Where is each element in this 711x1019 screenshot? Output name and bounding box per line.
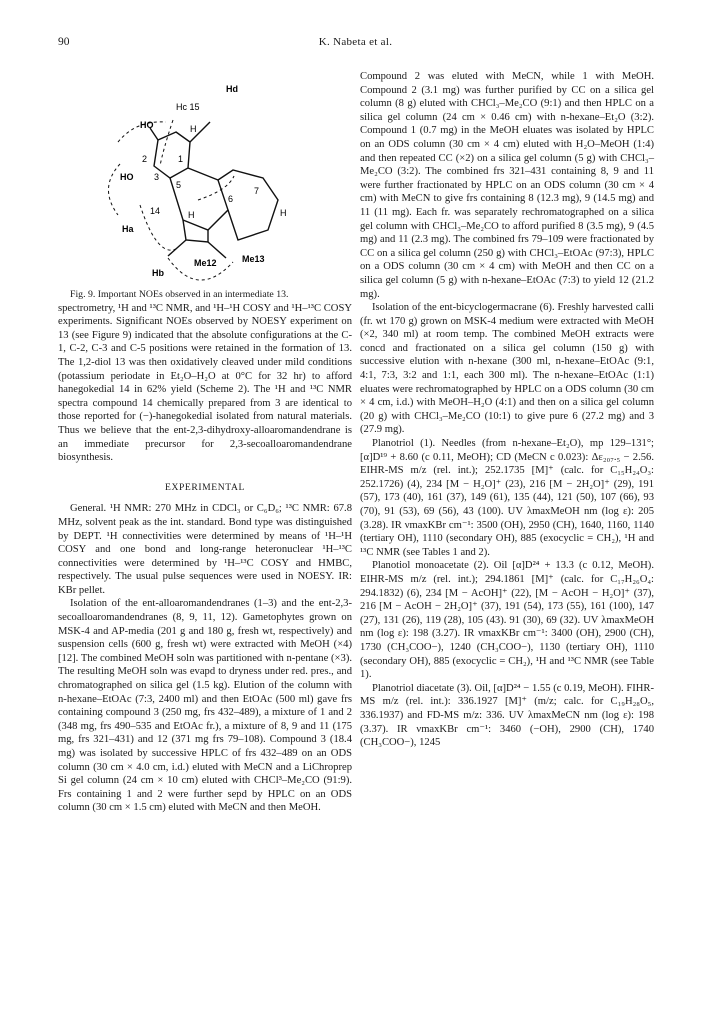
label-seven: 7 xyxy=(254,186,260,196)
label-me12: Me12 xyxy=(194,258,217,268)
left-paragraph-1: spectrometry, ¹H and ¹³C NMR, and ¹H–¹H COSY and ¹H–¹³C COSY experiments. Significant NOEs observed by NOESY experiment on 13 (see Figure 9) indicated that the absolute configurations at the C-1, C-2, C-3 and C-5 positions were retained in the formation of 13. The 1,2-diol 13 was then oxidatively cleaved under mild conditions (potassium periodate in Et₂O–H₂O at 0°C for 32 hr) to afford hanegokedial 14 in 62% yield (Scheme 2). The ¹H and ¹³C NMR spectra compound 14 chemically prepared from 3 are identical to those reported for (−)-hanegokedial isolated from natural materials. Thus we believe that the ent-2,3-dihydroxy-alloaromandendrane is an immediate precursor for 2,3-secoalloaromandendrane biosynthesis. xyxy=(58,302,352,464)
bond-lines xyxy=(154,132,190,178)
label-hd: Hd xyxy=(226,84,238,94)
planotiol-monoacetate-paragraph: Planotiol monoacetate (2). Oil [α]D²⁴ + 13.3 (c 0.12, MeOH). EIHR-MS m/z (rel. int.); 294.1861 [M]⁺ (calc. for C₁₇H₂₆O₄: 294.1832) (6), 234 [M − AcOH]⁺ (22), [M − AcOH − H₂O]⁺ (37), 216 [M − AcOH − 2H₂O]⁺ (37), 191 (54), 173 (55), 161 (100), 147 (27), 131 (26), 119 (28), 105 (43). 91 (30), 69 (32). UV λmaxMeOH nm (log ε): 198 (3.27). IR νmaxKBr cm⁻¹: 3400 (OH), 2900 (CH), 1730 (CH₃COO−), 1240 (CH₃COO−), 1130 (tertiary OH), 1110 (secondary OH), 885 (exocyclic = CH₂), ¹H and ¹³C NMR (see Table 1). xyxy=(360,560,654,681)
figure-9 xyxy=(58,70,352,288)
label-three: 3 xyxy=(154,172,160,182)
left-column xyxy=(58,70,352,815)
label-hb: Hb xyxy=(152,268,164,278)
label-h-right: H xyxy=(280,208,287,218)
isolation-bicyclogermacrane-paragraph: Isolation of the ent-bicyclogermacrane (6). Freshly harvested calli (fr. wt 170 g) grown on MSK-4 medium were extracted with MeOH (×2, 340 ml) at room temp. The combined MeOH extracts were concd and fractionated on a silica gel column (150 g) with successive elution with n-hexane (300 ml, n-hexane–EtOAc (9:1, 4:1, 7:3, 3:2 and 1:1, each 300 ml). The n-hexane–EtOAc (1:1) eluates were rechromatographed by HPLC on a ODS column (30 cm × 4 cm, i.d.) with MeOH–H₂O (4:1) and then on a silica gel column (20 g) with CHCl₃–Me₂CO (10:1) to give pure 6 (27.2 mg) and 3 (27.9 mg). xyxy=(360,302,654,436)
label-five: 5 xyxy=(176,180,182,190)
page-number: 90 xyxy=(58,36,70,48)
right-column xyxy=(360,70,654,750)
label-h-top: H xyxy=(190,124,197,134)
planotriol-diacetate-paragraph: Planotriol diacetate (3). Oil, [α]D²⁴ − 1.55 (c 0.19, MeOH). FIHR-MS m/z (rel. int.): 336.1927 [M]⁺ (m/z; calc. for C₁₉H₂₈O₅, 336.1937) and FD-MS m/z: 336. UV λmaxMeCN nm (log ε): 198 (3.37). IR νmaxKBr cm⁻¹: 3460 (−OH), 2900 (CH), 1740 (CH₃COO−), 1245 xyxy=(360,682,654,749)
label-me13: Me13 xyxy=(242,254,265,264)
noe-structure-diagram xyxy=(58,70,352,288)
right-paragraph-1: Compound 2 was eluted with MeCN, while 1 with MeOH. Compound 2 (3.1 mg) was further purified by CC on a silica gel column (8 g) eluted with CHCl₃–Me₂CO (9:1) and then HPLC on a silica gel column (24 cm × 0.46 cm) with n-hexane–Et₂O (3:2). Compound 1 (0.7 mg) in the MeOH eluates was isolated by HPLC on an ODS column (30 cm × 4 cm) eluted with H₂O–MeOH (1:4) and then repeated CC (×2) on a silica gel column (5 g) with CHCl₃–Me₂CO (3:2). The combined frs 321–431 containing 8, 9 and 11 were further fractionated by HPLC on an ODS column (30 cm × 4 cm) with MeCN to give frs containing 8 (12.3 mg), 9 (14.5 mg) and 11 (11 mg). Each fr. was separately rechromatographed on a silica gel column with CHCl₃–Me₂CO to afford purified 8 (3.5 mg), 9 (4.5 mg) and 11 (2.3 mg). The combined frs 79–109 were fractionated by CC on a silica gel column (250 g) with CHCl₃–EtOAc (97:3), HPLC on a ODS column (30 cm × 4 cm) with MeOH and then CC on a silica gel column (5 g) with n-hexane–EtOAc (7:3) to yield 12 (21.2 mg). xyxy=(360,71,654,300)
planotriol-paragraph: Planotriol (1). Needles (from n-hexane–Et₂O), mp 129–131°; [α]D¹⁹ + 8.60 (c 0.11, MeOH); CD (MeCN c 0.023): Δε₂₀₇.₅ − 2.56. EIHR-MS m/z (rel. int.); 252.1735 [M]⁺ (calc. for C₁₅H₂₄O₃: 252.1726) (4), 234 [M − H₂O]⁺ (23), 216 [M − 2H₂O]⁺ (29), 191 (57), 173 (40), 161 (37), 149 (61), 135 (44), 121 (50), 107 (66), 93 (70), 91 (53), 69 (56), 43 (100). UV λmaxMeOH nm (log ε): 205 (3.28). IR νmaxKBr cm⁻¹: 3500 (OH), 2950 (CH), 1640, 1160, 1140 (tertiary OH), 1110 (secondary OH), 885 (exocyclic = CH₂), ¹H and ¹³C NMR (see Tables 1 and 2). xyxy=(360,438,654,558)
figure-caption: Fig. 9. Important NOEs observed in an intermediate 13. xyxy=(70,289,289,300)
label-hc15: Hc 15 xyxy=(176,102,200,112)
isolation-alloaromandendranes-paragraph: Isolation of the ent-alloaromandendranes (1–3) and the ent-2,3-secoalloaromandendranes (8, 9, 11, 12). Gametophytes grown on MSK-4 and AP-media (201 g and 180 g, fresh wt, respectively) and suspension cells (600 g, fresh wt) were extracted with MeOH (×4) [12]. The combined MeOH soln was partitioned with n-pentane (×3). The resulting MeOH soln was evapd to dryness under red. pres., and chromatographed on silica gel (1.5 kg). Elution of the column with n-hexane–EtOAc (7:3, 2400 ml) and then EtOAc (500 ml) gave frs containing compound 3 (250 mg, frs 432–489), a mixture of 1 and 2 (348 mg, frs 490–535 and EtOAc fr.), a mixture of 8, 9 and 11 (175 mg, frs 321–431) and 12 (371 mg frs 79–108). Compound 3 (18.4 mg) was isolated by successive HPLC of frs 432–489 on an ODS column (30 cm × 4.0 cm, i.d.) eluted with MeCN and a LiChroprep Si gel column (24 cm × 10 cm) eluted with CHCl³–Me₂CO (91:9). Frs containing 1 and 2 were further sepd by HPLC on an ODS column (30 cm × 1.5 cm) eluted with MeCN and then MeOH. xyxy=(58,598,352,814)
label-h-mid: H xyxy=(188,210,195,220)
experimental-heading: EXPERIMENTAL xyxy=(165,481,245,493)
label-two: 2 xyxy=(142,154,148,164)
label-ha: Ha xyxy=(122,224,134,234)
general-paragraph: General. ¹H NMR: 270 MHz in CDCl₃ or C₆D₆; ¹³C NMR: 67.8 MHz, solvent peak as the int. standard. Bond type was distinguished by DEPT. ¹H connectivities were determined by means of ¹H–¹H COSY and one bond and long-range heteronuclear ¹H–¹³C connectivities were determined by ¹H–¹³C COSY and HMBC, respectively. The usual pulse sequences were used in NOESY. IR: KBr pellet. xyxy=(58,503,352,596)
label-ho-top: HO xyxy=(140,120,154,130)
label-six: 6 xyxy=(228,194,234,204)
label-one: 1 xyxy=(178,154,184,164)
label-ho-left: HO xyxy=(120,172,134,182)
label-fourteen: 14 xyxy=(150,206,161,216)
running-title: K. Nabeta et al. xyxy=(318,36,393,48)
